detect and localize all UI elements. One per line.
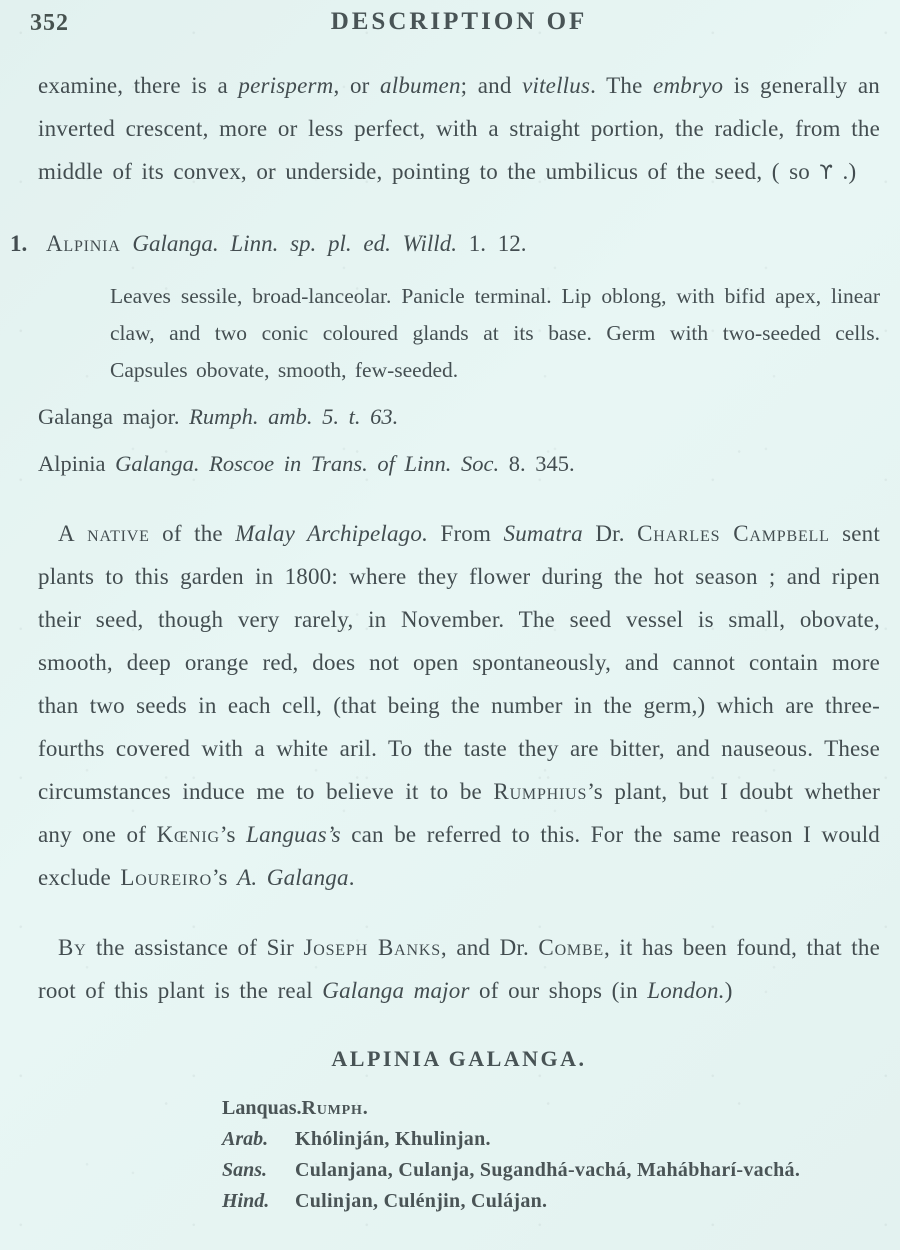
running-header: DESCRIPTION OF xyxy=(330,8,588,35)
page-number: 352 xyxy=(30,10,69,36)
vernacular-label: Sans. xyxy=(222,1159,268,1181)
vernacular-label: Lanquas. xyxy=(222,1097,302,1119)
vernacular-label: Hind. xyxy=(222,1190,270,1212)
vernacular-row-sanskrit xyxy=(222,1155,880,1186)
vernacular-row-rumph xyxy=(222,1093,880,1124)
species-entry-heading xyxy=(10,227,880,261)
vernacular-row-hindi xyxy=(222,1186,880,1217)
synonym-roscoe: Alpinia Galanga. Roscoe in Trans. of Linn. Soc. 8. 345. xyxy=(38,451,575,476)
vernacular-value: Culanjana, Culanja, Sugandhá-vachá, Mahábharí-vachá. xyxy=(295,1159,801,1181)
diagnosis-paragraph: Leaves sessile, broad-lanceolar. Panicle terminal. Lip oblong, with bifid apex, linear claw, and two conic coloured glands at its base. Germ with two-seeded cells. Capsules obovate, smooth, few-seeded. xyxy=(110,284,880,382)
vernacular-label: Arab. xyxy=(222,1128,269,1150)
synonym-rumph: Galanga major. Rumph. amb. 5. t. 63. xyxy=(38,404,399,429)
page-header xyxy=(30,8,880,40)
vernacular-row-arabic xyxy=(222,1124,880,1155)
vernacular-value: Khólinján, Khulinjan. xyxy=(295,1128,491,1150)
entry-citation: Alpinia Galanga. Linn. sp. pl. ed. Willd. 1. 12. xyxy=(46,231,527,256)
native-paragraph: A native of the Malay Archipelago. From Sumatra Dr. Charles Campbell sent plants to this garden in 1800: where they flower during the hot season ; and ripen their seed, though very rarely, in November. The seed vessel is small, obovate, smooth, deep orange red, does not open spontaneously, and cannot contain more than two seeds in each cell, (that being the number in the germ,) which are three-fourths covered with a white aril. To the taste they are bitter, and nauseous. These circumstances induce me to believe it to be Rumphius’s plant, but I doubt whether any one of Kœnig’s Languas’s can be referred to this. For the same reason I would exclude Loureiro’s A. Galanga. xyxy=(38,521,881,890)
intro-paragraph: examine, there is a perisperm, or albumen; and vitellus. The embryo is generally an inverted crescent, more or less perfect, with a straight portion, the radicle, from the middle of its convex, or underside, pointing to the umbilicus of the seed, ( so ϒ .) xyxy=(38,73,880,184)
banks-paragraph: By the assistance of Sir Joseph Banks, and Dr. Combe, it has been found, that the root of this plant is the real Galanga major of our shops (in London.) xyxy=(38,935,880,1003)
vernacular-value: Culinjan, Culénjin, Culájan. xyxy=(295,1190,548,1212)
vernacular-value: Rumph. xyxy=(301,1097,369,1119)
vernacular-names-list xyxy=(222,1093,880,1217)
species-heading: ALPINIA GALANGA. xyxy=(331,1046,587,1071)
entry-number: 1. xyxy=(10,231,28,256)
